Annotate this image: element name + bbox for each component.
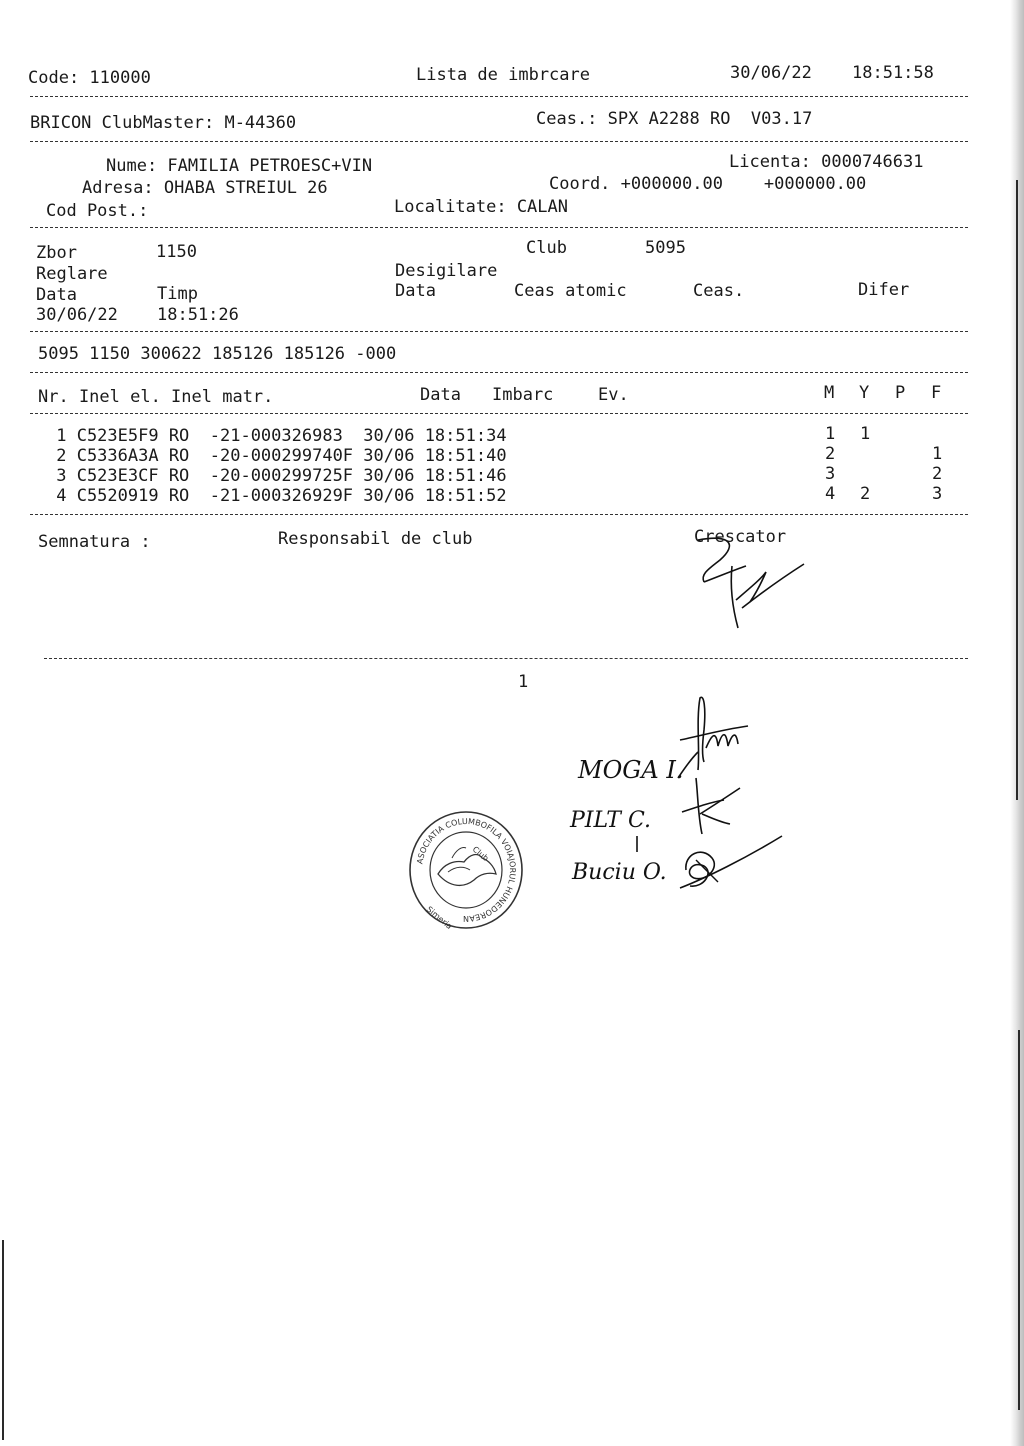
difer-label: Difer xyxy=(858,280,910,300)
ceas-atomic-label: Ceas atomic xyxy=(514,281,627,301)
divider xyxy=(30,514,968,515)
handwritten-name-2: PILT C. xyxy=(570,808,652,833)
tick-mark-icon xyxy=(632,834,642,854)
row-y: 1 xyxy=(860,424,871,444)
divider xyxy=(44,658,968,659)
code-line: 5095 1150 300622 185126 185126 -000 xyxy=(38,344,397,364)
zbor-value: 1150 xyxy=(156,242,197,262)
row-main: 2 C5336A3A RO -20-000299740F 30/06 18:51:40 xyxy=(46,446,507,466)
divider xyxy=(30,96,968,97)
svg-text:ASOCIATIA COLUMBOFILA VOIAJORU: ASOCIATIA COLUMBOFILA VOIAJORUL HUNEDOREAN xyxy=(415,816,518,924)
row-main: 1 C523E5F9 RO -21-000326983 30/06 18:51:34 xyxy=(46,426,507,446)
owner-coord: Coord. +000000.00 +000000.00 xyxy=(549,174,867,194)
row-y: 2 xyxy=(860,484,871,504)
reglare-label: Reglare xyxy=(36,264,108,284)
code-label: Code: 110000 xyxy=(28,68,151,88)
divider xyxy=(30,141,968,142)
table-header-ev: Ev. xyxy=(598,385,629,405)
crescator-label: Crescator xyxy=(694,527,787,547)
table-header-imbarc: Imbarc xyxy=(492,385,554,405)
table-header-data: Data xyxy=(420,385,461,405)
ceas-label: Ceas. xyxy=(693,281,745,301)
owner-address: Adresa: OHABA STREIUL 26 xyxy=(82,178,328,198)
zbor-label: Zbor xyxy=(36,243,77,263)
header-date: 30/06/22 xyxy=(730,63,812,83)
page-number: 1 xyxy=(518,672,529,692)
club-label: Club xyxy=(526,238,567,258)
table-header-m: M xyxy=(824,383,835,403)
document-title: Lista de imbrcare xyxy=(416,65,590,85)
club-master: BRICON ClubMaster: M-44360 xyxy=(30,113,297,133)
paper-edge-line xyxy=(2,1240,4,1440)
divider xyxy=(30,372,968,373)
paper-edge-line xyxy=(1018,1030,1020,1410)
row-main: 3 C523E3CF RO -20-000299725F 30/06 18:51:46 xyxy=(46,466,507,486)
divider xyxy=(30,331,968,332)
divider xyxy=(30,413,968,414)
clock-info: Ceas.: SPX A2288 RO V03.17 xyxy=(536,109,813,129)
paper-edge-line xyxy=(1016,180,1018,800)
owner-name: Nume: FAMILIA PETROESC+VIN xyxy=(106,156,373,176)
data2-label: Data xyxy=(395,281,436,301)
reglare-time: 18:51:26 xyxy=(157,305,239,325)
signature-3-icon xyxy=(676,830,786,900)
desigilare-label: Desigilare xyxy=(395,261,498,281)
club-stamp-icon xyxy=(408,810,524,930)
row-f: 3 xyxy=(932,484,943,504)
responsabil-label: Responsabil de club xyxy=(278,529,473,549)
data-label: Data xyxy=(36,285,77,305)
table-header-p: P xyxy=(895,383,906,403)
svg-text:Simeria: Simeria xyxy=(424,904,454,932)
timp-label: Timp xyxy=(157,284,198,304)
divider xyxy=(30,227,968,228)
handwritten-name-3: Buciu O. xyxy=(572,860,667,885)
table-header-f: F xyxy=(931,383,942,403)
row-m: 1 xyxy=(825,424,836,444)
header-time: 18:51:58 xyxy=(852,63,934,83)
club-value: 5095 xyxy=(645,238,686,258)
row-main: 4 C5520919 RO -21-000326929F 30/06 18:51:52 xyxy=(46,486,507,506)
reglare-date: 30/06/22 xyxy=(36,305,118,325)
owner-license: Licenta: 0000746631 xyxy=(729,152,924,172)
table-header-columns: Nr. Inel el. Inel matr. xyxy=(38,387,274,407)
row-m: 3 xyxy=(825,464,836,484)
row-f: 2 xyxy=(932,464,943,484)
owner-postal: Cod Post.: xyxy=(46,201,149,221)
semnatura-label: Semnatura : xyxy=(38,532,151,552)
row-m: 2 xyxy=(825,444,836,464)
signature-1-icon xyxy=(676,690,756,780)
owner-locality: Localitate: CALAN xyxy=(394,197,568,217)
svg-text:Club: Club xyxy=(470,844,491,864)
row-m: 4 xyxy=(825,484,836,504)
handwritten-name-1: MOGA I. xyxy=(578,756,684,784)
table-header-y: Y xyxy=(859,383,870,403)
row-f: 1 xyxy=(932,444,943,464)
crescator-signature-icon xyxy=(690,530,810,640)
